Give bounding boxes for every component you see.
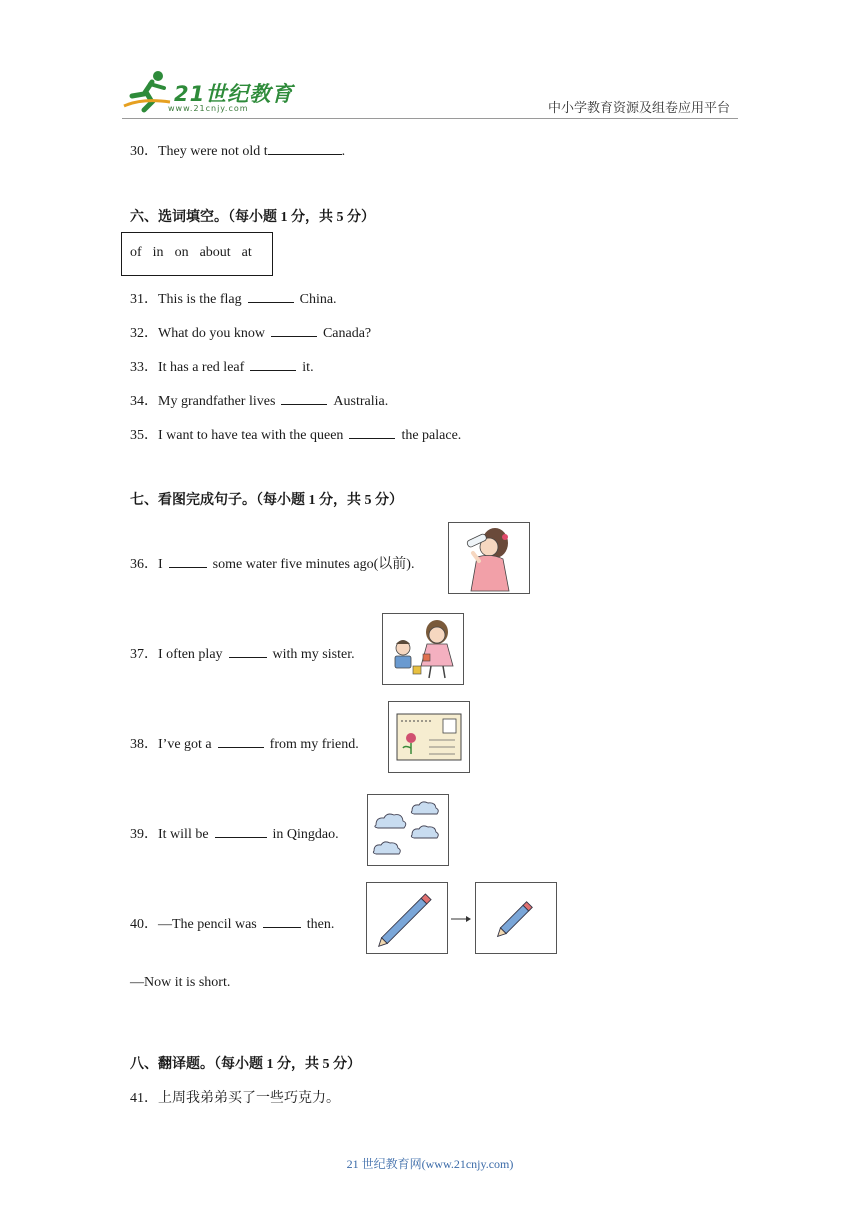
answer-blank[interactable] bbox=[263, 915, 301, 928]
question-tail: some water five minutes ago(以前). bbox=[212, 557, 415, 572]
question-41 bbox=[130, 1087, 340, 1107]
kids-playing-blocks-icon bbox=[382, 613, 464, 685]
question-text: This is the flag bbox=[158, 292, 242, 307]
question-text: I bbox=[158, 557, 163, 572]
answer-blank[interactable] bbox=[169, 555, 207, 568]
postcard-icon bbox=[388, 701, 470, 773]
question-tail: China. bbox=[299, 292, 337, 307]
question-text: My grandfather lives bbox=[158, 394, 276, 409]
footer-link[interactable]: 21 世纪教育网(www.21cnjy.com) bbox=[346, 1157, 514, 1171]
question-tail: it. bbox=[302, 360, 314, 375]
question-number: 36． bbox=[130, 557, 158, 572]
long-pencil-icon bbox=[366, 882, 448, 954]
question-text: I’ve got a bbox=[158, 737, 212, 752]
answer-blank[interactable] bbox=[229, 645, 267, 658]
word-option: in bbox=[152, 245, 164, 260]
question-number: 40． bbox=[130, 917, 158, 932]
question-39 bbox=[130, 823, 339, 843]
question-number: 34． bbox=[130, 394, 158, 409]
question-38 bbox=[130, 733, 359, 753]
question-tail: Australia. bbox=[333, 394, 389, 409]
question-number: 41． bbox=[130, 1091, 158, 1106]
question-text: It will be bbox=[158, 827, 209, 842]
header-platform-text: 中小学教育资源及组卷应用平台 bbox=[548, 100, 731, 115]
answer-blank[interactable] bbox=[248, 290, 294, 303]
logo-url: www.21cnjy.com bbox=[168, 104, 249, 113]
answer-blank[interactable] bbox=[250, 358, 296, 371]
question-40 bbox=[130, 913, 334, 933]
question-37 bbox=[130, 643, 355, 663]
answer-blank[interactable] bbox=[218, 735, 264, 748]
answer-blank[interactable] bbox=[349, 426, 395, 439]
question-tail: then. bbox=[306, 917, 335, 932]
short-pencil-icon bbox=[475, 882, 557, 954]
question-number: 30． bbox=[130, 144, 158, 159]
question-number: 32． bbox=[130, 326, 158, 341]
question-number: 39． bbox=[130, 827, 158, 842]
word-option: of bbox=[130, 245, 142, 260]
question-tail: from my friend. bbox=[269, 737, 359, 752]
question-text: What do you know bbox=[158, 326, 265, 341]
word-option: at bbox=[241, 245, 252, 260]
section-7-title: 七、看图完成句子。（每小题 1 分，共 5 分） bbox=[130, 493, 403, 508]
question-tail: Canada? bbox=[322, 326, 372, 341]
question-33 bbox=[130, 356, 314, 376]
answer-blank[interactable] bbox=[215, 825, 267, 838]
question-number: 35． bbox=[130, 428, 158, 443]
runner-logo-icon bbox=[122, 68, 174, 114]
question-text: I want to have tea with the queen bbox=[158, 428, 344, 443]
logo-text: 21世纪教育 bbox=[174, 82, 294, 106]
question-text: They were not old t bbox=[158, 144, 268, 159]
logo bbox=[122, 68, 292, 114]
word-bank bbox=[121, 232, 273, 276]
question-text: —The pencil was bbox=[158, 917, 257, 932]
question-number: 37． bbox=[130, 647, 158, 662]
question-number: 38． bbox=[130, 737, 158, 752]
word-option: about bbox=[199, 245, 231, 260]
question-text: It has a red leaf bbox=[158, 360, 245, 375]
question-tail: with my sister. bbox=[272, 647, 355, 662]
question-35 bbox=[130, 424, 461, 444]
question-tail: in Qingdao. bbox=[272, 827, 339, 842]
question-34 bbox=[130, 390, 388, 410]
question-tail: the palace. bbox=[401, 428, 462, 443]
clouds-icon bbox=[367, 794, 449, 866]
question-36 bbox=[130, 553, 414, 573]
question-text: 上周我弟弟买了一些巧克力。 bbox=[158, 1091, 340, 1106]
answer-blank[interactable] bbox=[268, 142, 342, 155]
answer-blank[interactable] bbox=[271, 324, 317, 337]
question-31 bbox=[130, 288, 337, 308]
girl-drinking-icon bbox=[448, 522, 530, 594]
section-6-title: 六、选词填空。（每小题 1 分，共 5 分） bbox=[130, 210, 375, 225]
question-tail: . bbox=[341, 144, 346, 159]
section-8-title: 八、翻译题。（每小题 1 分，共 5 分） bbox=[130, 1057, 361, 1072]
question-number: 31． bbox=[130, 292, 158, 307]
question-text: I often play bbox=[158, 647, 223, 662]
answer-blank[interactable] bbox=[281, 392, 327, 405]
question-32 bbox=[130, 322, 371, 342]
question-40-reply: —Now it is short. bbox=[130, 975, 231, 990]
question-30 bbox=[130, 140, 345, 160]
arrow-right-icon bbox=[450, 917, 472, 921]
header-divider bbox=[122, 118, 738, 119]
question-number: 33． bbox=[130, 360, 158, 375]
word-option: on bbox=[174, 245, 189, 260]
